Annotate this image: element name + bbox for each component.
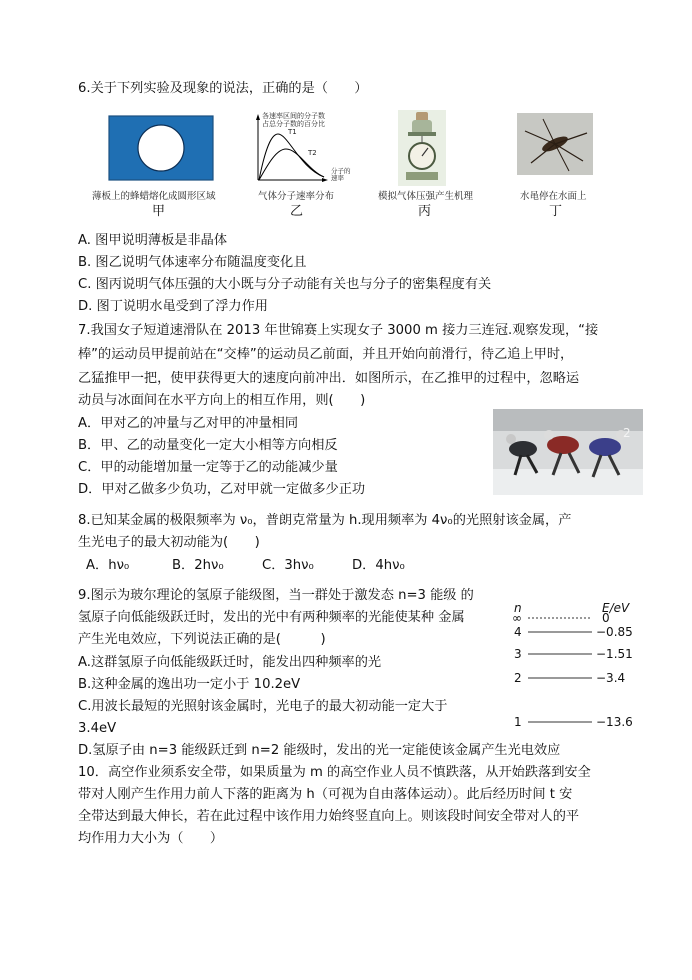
q6-option-b: B. 图乙说明气体速率分布随温度变化且 [78, 255, 307, 270]
figure-yi-ylabel-2: 占总分子数的百分比 [262, 120, 325, 128]
q8-option-b: B．2hν₀ [172, 558, 224, 573]
figure-ding [517, 113, 593, 175]
q10-stem-line-1: 10．高空作业须系安全带，如果质量为 m 的高空作业人员不慎跌落，从开始跌落到安全 [78, 765, 591, 780]
figure-jia-caption: 薄板上的蜂蜡熔化成圆形区域 [92, 191, 216, 202]
q7-option-b: B．甲、乙的动量变化一定大小相等方向相反 [78, 438, 338, 453]
energy-level-lines [510, 598, 640, 728]
q8-stem-line-2: 生光电子的最大初动能为( ) [78, 535, 260, 550]
q6-option-d: D. 图丁说明水黾受到了浮力作用 [78, 299, 268, 314]
figure-ding-caption: 水黾停在水面上 [520, 191, 587, 202]
q6-stem: 6.关于下列实验及现象的说法，正确的是（ ） [78, 81, 368, 96]
q9-option-c: C.用波长最短的光照射该金属时，光电子的最大初动能一定大于 [78, 699, 448, 714]
figure-bing-caption: 模拟气体压强产生机理 [378, 191, 474, 202]
q8-stem-line-1: 8.已知某金属的极限频率为 ν₀，普朗克常量为 h.现用频率为 4ν₀的光照射该金属，产 [78, 513, 572, 528]
level-e-4: −0.85 [596, 625, 633, 639]
level-e-inf: 0 [602, 611, 610, 625]
level-e-1: −13.6 [596, 715, 633, 729]
svg-text:2: 2 [623, 426, 631, 440]
n-header: n [514, 601, 522, 615]
q9-stem-line-3: 产生光电效应，下列说法正确的是( ) [78, 632, 326, 647]
figure-yi-ylabel-1: 各速率区间的分子数 [262, 112, 325, 120]
q9-option-a: A.这群氢原子向低能级跃迁时，能发出四种频率的光 [78, 655, 382, 670]
q9-stem-line-2: 氢原子向低能级跃迁时，发出的光中有两种频率的光能使某种 金属 [78, 610, 465, 625]
q9-option-c-cont: 3.4eV [78, 721, 117, 736]
q8-option-c: C．3hν₀ [262, 558, 314, 573]
q10-stem-line-4: 均作用力大小为（ ） [78, 831, 224, 846]
q8-option-d: D．4hν₀ [352, 558, 405, 573]
q6-option-c: C. 图丙说明气体压强的大小既与分子动能有关也与分子的密集程度有关 [78, 277, 492, 292]
level-n-4: 4 [514, 625, 522, 639]
q7-stem-line-1: 7.我国女子短道速滑队在 2013 年世锦赛上实现女子 3000 m 接力三连冠.观察发现，“接 [78, 323, 599, 338]
q8-option-a: A．hν₀ [86, 558, 130, 573]
figure-ding-label: 丁 [549, 204, 563, 219]
q9-option-b: B.这种金属的逸出功一定小于 10.2eV [78, 677, 301, 692]
figure-yi-label: 乙 [290, 204, 304, 219]
q10-stem-line-3: 全带达到最大伸长，若在此过程中该作用力始终竖直向上。则该段时间安全带对人的平 [78, 809, 580, 824]
figure-yi-caption: 气体分子速率分布 [258, 191, 335, 202]
figure-jia [108, 115, 214, 181]
level-n-inf: ∞ [512, 611, 522, 625]
energy-level-diagram [510, 598, 640, 728]
speed-skating-photo [493, 409, 643, 495]
q7-stem-line-4: 动员与冰面间在水平方向上的相互作用，则( ) [78, 393, 366, 408]
level-e-2: −3.4 [596, 671, 626, 685]
figure-bing [398, 110, 446, 186]
figure-yi-curve-t2: T2 [308, 149, 317, 157]
level-e-3: −1.51 [596, 647, 633, 661]
figure-bing-label: 丙 [418, 204, 432, 219]
figure-yi-curve-t1: T1 [288, 128, 297, 136]
q7-stem-line-3: 乙猛推甲一把，使甲获得更大的速度向前冲出．如图所示，在乙推甲的过程中，忽略运 [78, 371, 580, 386]
gas-pressure-simulation-photo [398, 110, 446, 186]
energy-header: E/eV [602, 601, 630, 615]
q7-stem-line-2: 棒”的运动员甲提前站在“交棒”的运动员乙前面，并且开始向前滑行，待乙追上甲时， [78, 347, 574, 362]
water-strider-photo [517, 113, 593, 175]
q6-option-a: A. 图甲说明薄板是非晶体 [78, 233, 228, 248]
q9-option-d: D.氢原子由 n=3 能级跃迁到 n=2 能级时，发出的光一定能使该金属产生光电效应 [78, 743, 561, 758]
q7-option-a: A．甲对乙的冲量与乙对甲的冲量相同 [78, 416, 299, 431]
level-n-3: 3 [514, 647, 522, 661]
skaters-image [493, 409, 643, 495]
wax-plate-figure [108, 115, 214, 181]
q7-option-d: D．甲对乙做多少负功，乙对甲就一定做多少正功 [78, 482, 366, 497]
figure-yi-xlabel-2: 速率 [331, 174, 344, 182]
q9-stem-line-1: 9.图示为玻尔理论的氢原子能级图，当一群处于激发态 n=3 能级 的 [78, 588, 474, 603]
q10-stem-line-2: 带对人刚产生作用力前人下落的距离为 h（可视为自由落体运动）。此后经历时间 t 安 [78, 787, 573, 802]
figure-jia-label: 甲 [152, 204, 166, 219]
level-n-1: 1 [514, 715, 522, 729]
level-n-2: 2 [514, 671, 522, 685]
figure-yi-xlabel-1: 分子的 [331, 167, 351, 175]
q7-option-c: C．甲的动能增加量一定等于乙的动能减少量 [78, 460, 338, 475]
